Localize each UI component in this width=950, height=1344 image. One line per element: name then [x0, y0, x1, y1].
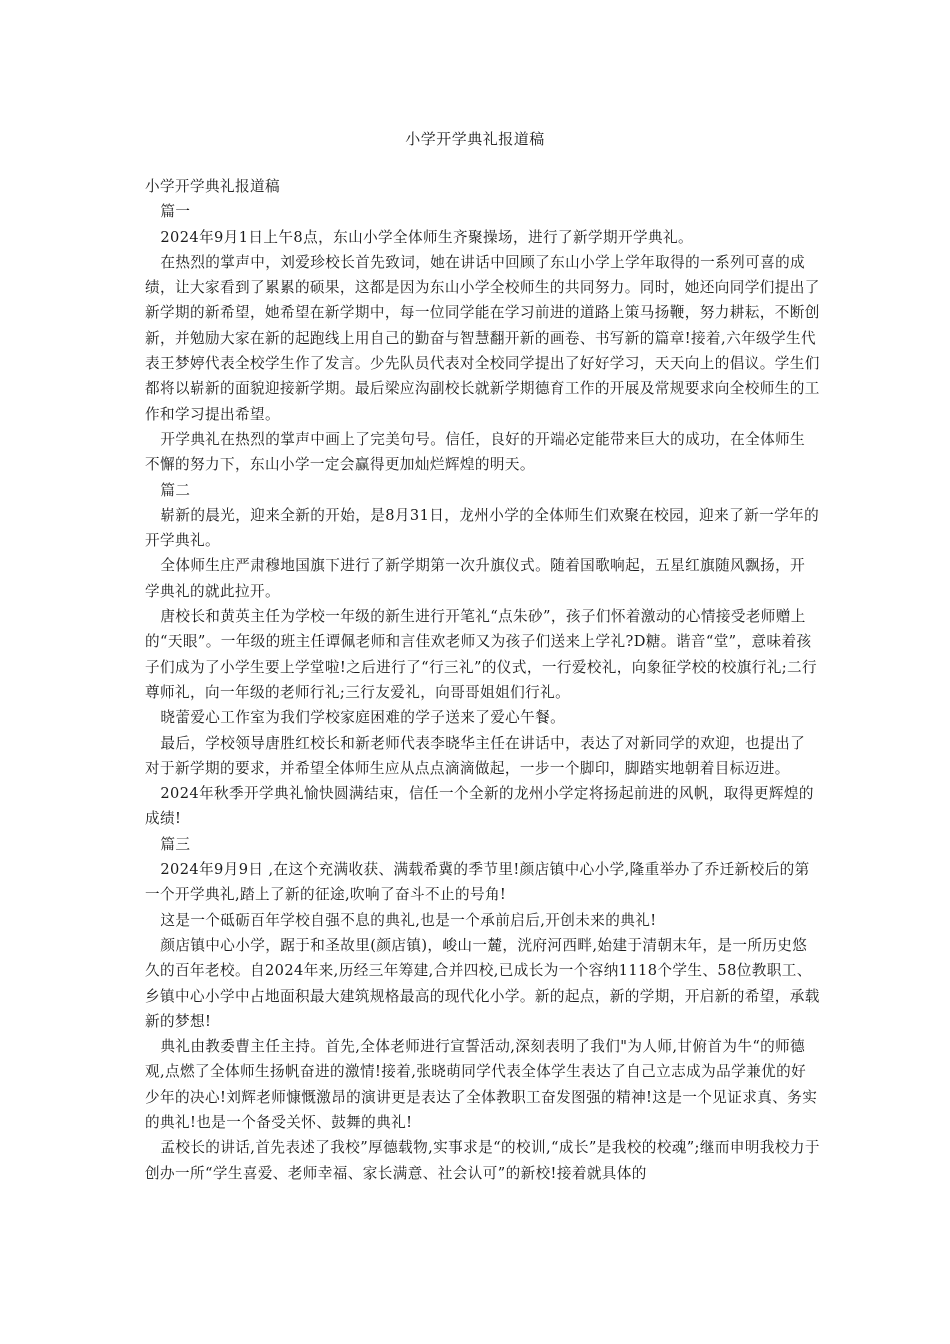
- document-title: 小学开学典礼报道稿: [405, 130, 545, 148]
- paragraph: 孟校长的讲话,首先表述了我校”厚德载物,实事求是“的校训,“成长”是我校的校魂”;继而申明我校力于创办一所“学生喜爱、老师幸福、家长满意、社会认可”的新校!接着就具体的: [145, 1139, 820, 1182]
- paragraph: 典礼由教委曹主任主持。首先,全体老师进行宣誓活动,深刻表明了我们"为人师,甘俯首为牛“的师德观,点燃了全体师生扬帆奋进的激情!接着,张晓萌同学代表全体学生表达了自己立志成为品学兼优的好少年的决心!刘辉老师慷慨激昂的演讲更是表达了全体教职工奋发图强的精神!这是一个见证求真、务实的典礼!也是一个备受关怀、鼓舞的典礼!: [145, 1038, 818, 1131]
- paragraph: 晓蕾爱心工作室为我们学校家庭困难的学子送来了爱心午餐。: [160, 709, 566, 727]
- paragraph: 2024年9月9日 ,在这个充满收获、满载希冀的季节里!颜店镇中心小学,隆重举办了乔迁新校后的第一个开学典礼,踏上了新的征途,吹响了奋斗不止的号角!: [145, 861, 810, 904]
- paragraph: 开学典礼在热烈的掌声中画上了完美句号。信任，良好的开端必定能带来巨大的成功，在全体师生不懈的努力下，东山小学一定会赢得更加灿烂辉煌的明天。: [145, 430, 806, 474]
- document-subtitle: 小学开学典礼报道稿: [145, 178, 280, 195]
- paragraph: 唐校长和黄英主任为学校一年级的新生进行开笔礼“点朱砂”，孩子们怀着激动的心情接受老师赠上的“天眼”。一年级的班主任谭佩老师和言佳欢老师又为孩子们送来上学礼?D糖。谐音“堂”，意味着孩子们成为了小学生要上学堂啦!之后进行了“行三礼”的仪式，一行爱校礼，向象征学校的校旗行礼;二行尊师礼，向一年级的老师行礼;三行友爱礼，向哥哥姐姐们行礼。: [145, 608, 818, 701]
- paragraph: 最后，学校领导唐胜红校长和新老师代表李晓华主任在讲话中，表达了对新同学的欢迎，也提出了对于新学期的要求，并希望全体师生应从点点滴滴做起，一步一个脚印，脚踏实地朝着目标迈进。: [145, 734, 806, 777]
- paragraph: 2024年9月1日上午8点，东山小学全体师生齐聚操场，进行了新学期开学典礼。: [160, 228, 693, 246]
- section-heading-3: 篇三: [160, 835, 191, 853]
- section-heading-1: 篇一: [160, 203, 191, 221]
- document-body: [145, 174, 820, 1186]
- paragraph: 全体师生庄严肃穆地国旗下进行了新学期第一次升旗仪式。随着国歌响起，五星红旗随风飘扬，开学典礼的就此拉开。: [145, 557, 806, 600]
- section-heading-2: 篇二: [160, 481, 191, 499]
- paragraph: 在热烈的掌声中，刘爱珍校长首先致词，她在讲话中回顾了东山小学上学年取得的一系列可喜的成绩，让大家看到了累累的硕果，这都是因为东山小学全校师生的共同努力。同时，她还向同学们提出了新学期的新希望，她希望在新学期中，每一位同学能在学习前进的道路上策马扬鞭，努力耕耘，不断创新，并勉励大家在新的起跑线上用自己的勤奋与智慧翻开新的画卷、书写新的篇章!接着,六年级学生代表王梦婷代表全校学生作了发言。少先队员代表对全校同学提出了好好学习，天天向上的倡议。学生们都将以崭新的面貌迎接新学期。最后梁应沟副校长就新学期德育工作的开展及常规要求向全校师生的工作和学习提出希望。: [145, 253, 820, 423]
- paragraph: 这是一个砥砺百年学校自强不息的典礼,也是一个承前启后,开创未来的典礼!: [160, 911, 657, 929]
- paragraph: 崭新的晨光，迎来全新的开始，是8月31日，龙州小学的全体师生们欢聚在校园，迎来了新一学年的开学典礼。: [145, 506, 820, 550]
- paragraph: 颜店镇中心小学，踞于和圣故里(颜店镇)，峻山一麓，洸府河西畔,始建于清朝末年，是一所历史悠久的百年老校。自2024年来,历经三年筹建,合并四校,已成长为一个容纳1118个学生、58位教职工、乡镇中心小学中占地面积最大建筑规格最高的现代化小学。新的起点，新的学期，开启新的希望，承载新的梦想!: [145, 936, 820, 1030]
- paragraph: 2024年秋季开学典礼愉快圆满结束，信任一个全新的龙州小学定将扬起前进的风帆，取得更辉煌的成绩!: [145, 785, 814, 828]
